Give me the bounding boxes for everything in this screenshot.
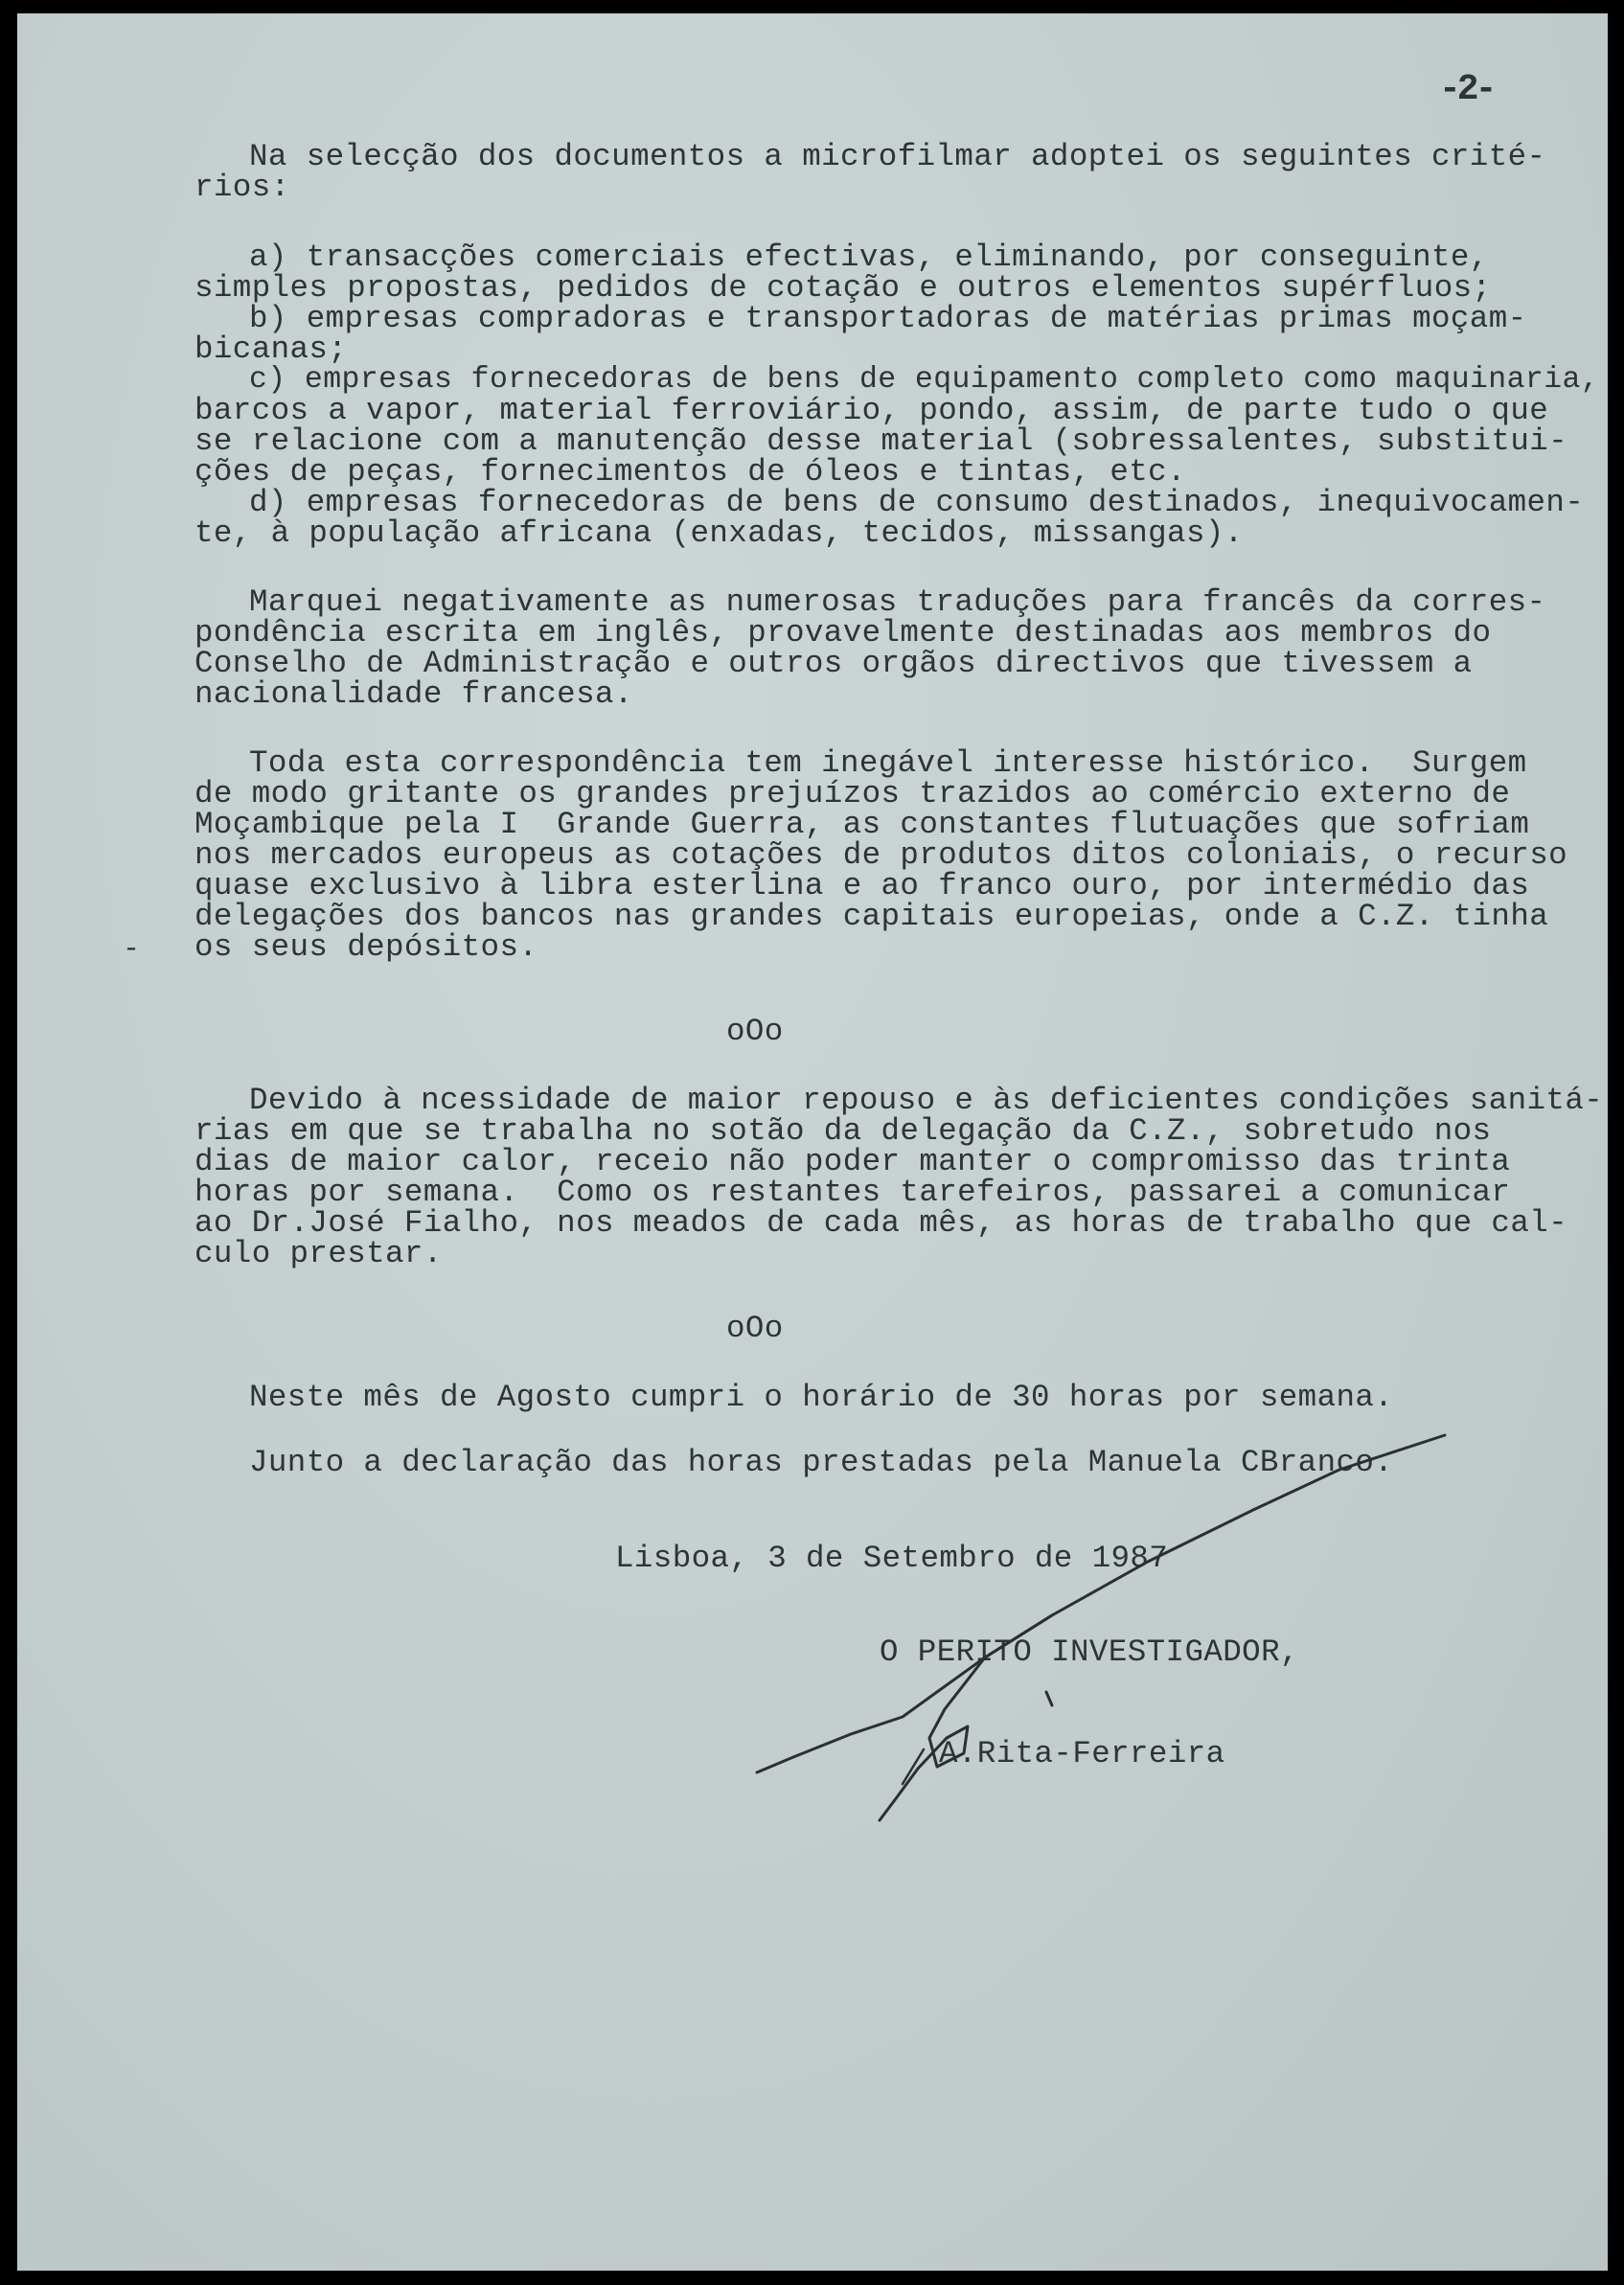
text-line: Conselho de Administração e outros orgãos directivos que tivessem a: [194, 646, 1473, 681]
text-line: simples propostas, pedidos de cotação e outros elementos supérfluos;: [194, 270, 1492, 306]
text-line: d) empresas fornecedoras de bens de consumo destinados, inequivocamen-: [249, 485, 1585, 520]
separator: oOo: [726, 1311, 784, 1346]
signature-stroke: [17, 13, 1608, 2271]
margin-dash: -: [123, 933, 141, 966]
text-line: rias em que se trabalha no sotão da delegação da C.Z., sobretudo nos: [194, 1113, 1492, 1149]
text-line: Marquei negativamente as numerosas traduções para francês da corres-: [249, 584, 1546, 620]
signatory-name: A.Rita-Ferreira: [939, 1736, 1225, 1771]
text-line: Devido à ncessidade de maior repouso e às deficientes condições sanitá-: [249, 1083, 1604, 1118]
text-line: barcos a vapor, material ferroviário, pondo, assim, de parte tudo o que: [194, 393, 1549, 428]
text-line: nacionalidade francesa.: [194, 676, 633, 712]
text-line: Na selecção dos documentos a microfilmar adoptei os seguintes crité-: [249, 139, 1546, 174]
text-line: c) empresas fornecedoras de bens de equipamento completo como maquinaria,: [249, 363, 1600, 397]
text-line: pondência escrita em inglês, provavelmente destinadas aos membros do: [194, 615, 1492, 651]
text-line: nos mercados europeus as cotações de produtos ditos coloniais, o recurso: [194, 837, 1568, 873]
text-line: a) transacções comerciais efectivas, eliminando, por conseguinte,: [249, 240, 1489, 275]
document-page: [17, 13, 1608, 2271]
text-line: se relacione com a manutenção desse material (sobressalentes, substitui-: [194, 423, 1568, 459]
text-line: Junto a declaração das horas prestadas pela Manuela CBranco.: [249, 1445, 1394, 1480]
text-line: te, à população africana (enxadas, tecidos, missangas).: [194, 515, 1244, 551]
separator: oOo: [726, 1014, 784, 1049]
text-line: delegações dos bancos nas grandes capitais europeias, onde a C.Z. tinha: [194, 899, 1549, 934]
text-line: de modo gritante os grandes prejuízos trazidos ao comércio externo de: [194, 776, 1511, 811]
text-line: rios:: [194, 170, 290, 205]
text-line: bicanas;: [194, 331, 348, 367]
text-line: Moçambique pela I Grande Guerra, as constantes flutuações que sofriam: [194, 807, 1530, 842]
text-line: dias de maior calor, receio não poder manter o compromisso das trinta: [194, 1144, 1511, 1179]
text-line: horas por semana. Como os restantes tarefeiros, passarei a comunicar: [194, 1175, 1511, 1210]
text-line: quase exclusivo à libra esterlina e ao franco ouro, por intermédio das: [194, 868, 1530, 903]
text-line: b) empresas compradoras e transportadoras de matérias primas moçam-: [249, 301, 1527, 336]
place-date: Lisboa, 3 de Setembro de 1987: [615, 1541, 1169, 1576]
text-line: os seus depósitos.: [194, 929, 538, 965]
text-line: ções de peças, fornecimentos de óleos e tintas, etc.: [194, 454, 1186, 490]
signatory-title: O PERITO INVESTIGADOR,: [880, 1634, 1299, 1670]
page-number: -2-: [1439, 69, 1494, 110]
text-line: Toda esta correspondência tem inegável interesse histórico. Surgem: [249, 745, 1527, 781]
text-line: ao Dr.José Fialho, nos meados de cada mês, as horas de trabalho que cal-: [194, 1205, 1568, 1241]
text-line: culo prestar.: [194, 1236, 443, 1271]
text-line: Neste mês de Agosto cumpri o horário de 30 horas por semana.: [249, 1380, 1394, 1415]
